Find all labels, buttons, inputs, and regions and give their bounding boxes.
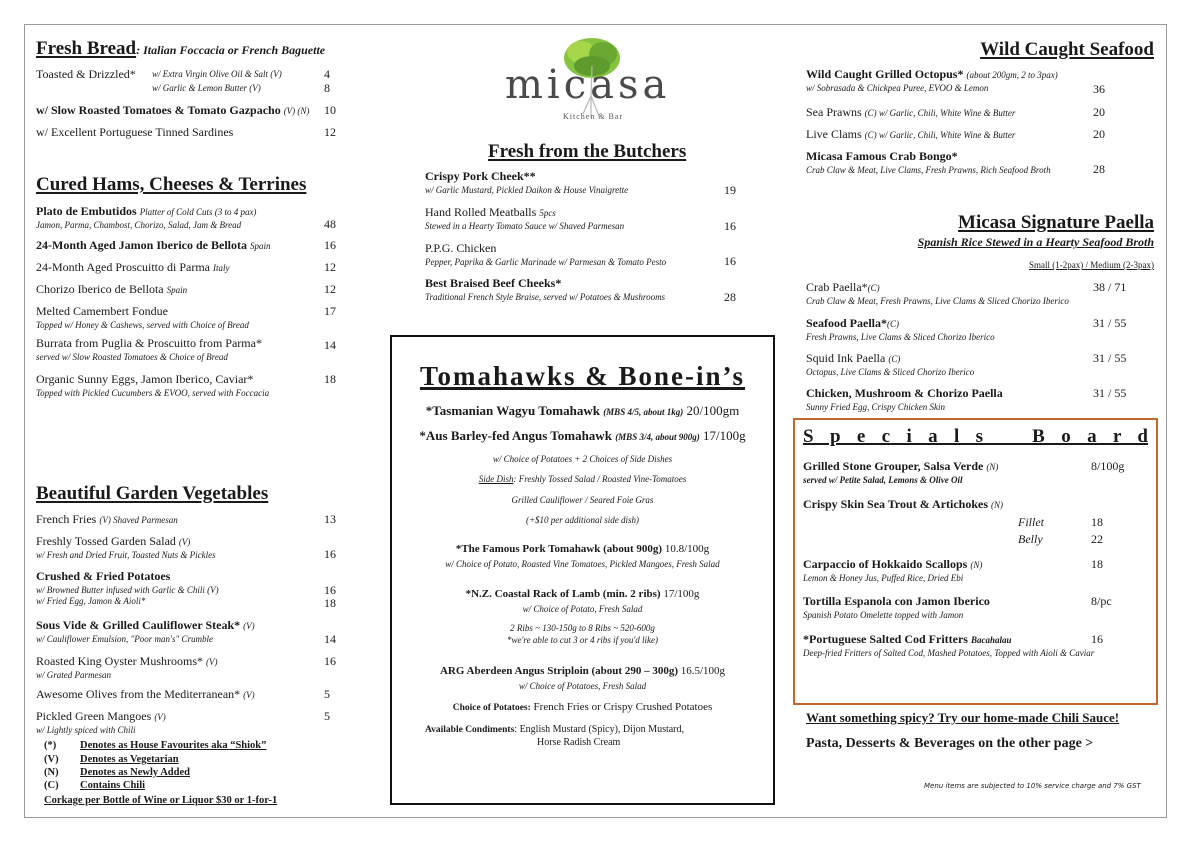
item-price: 16 (724, 219, 736, 233)
item-price: 12 (324, 125, 336, 139)
item-desc: w/ Lightly spiced with Chili (36, 725, 136, 735)
legend-chili (44, 780, 145, 791)
seafood-heading: Wild Caught Seafood (980, 39, 1154, 60)
item-name: ARG Aberdeen Angus Striploin (about 290 – 300g) (439, 665, 678, 677)
legend-key: (C) (44, 780, 59, 791)
section-subtitle: : Italian Foccacia or French Baguette (136, 43, 326, 57)
item-name: Melted Camembert Fondue (36, 304, 168, 318)
item-desc: w/ Choice of Potato, Roasted Vine Tomatoes, Pickled Mangoes, Fresh Salad (445, 559, 720, 569)
item-tag: (V) (154, 712, 166, 722)
other-page-link[interactable]: Pasta, Desserts & Beverages on the other page > (806, 736, 1094, 751)
item-price: 16 (724, 254, 736, 268)
item-price: 19 (724, 183, 736, 197)
item-price: 16 (324, 238, 336, 252)
item-desc: Pepper, Paprika & Garlic Marinade w/ Parmesan & Tomato Pesto (425, 257, 667, 267)
item-name: Live Clams (806, 127, 862, 141)
item-name: Grilled Stone Grouper, Salsa Verde (803, 459, 984, 473)
item-option (152, 69, 282, 79)
item-desc: Lemon & Honey Jus, Puffed Rice, Dried Ebi (803, 573, 964, 583)
paella-sizes: Small (1-2pax) / Medium (2-3pax) (1029, 260, 1154, 270)
item-desc: Topped with Pickled Cucumbers & EVOO, served with Foccacia (36, 388, 270, 398)
item-name: Crispy Skin Sea Trout & Artichokes (803, 497, 989, 511)
corkage-note: Corkage per Bottle of Wine or Liquor $30 or 1-for-1 (44, 795, 278, 806)
item-tag: (C) (887, 319, 899, 329)
legend-label: Denotes as Vegetarian (80, 754, 179, 765)
pork-item (392, 543, 773, 555)
item-desc: Spanish Potato Omelette topped with Jamon (803, 610, 964, 620)
legend-label: Denotes as House Favourites aka “Shiok” (80, 740, 267, 751)
item-desc: Traditional French Style Braise, served w/ Potatoes & Mushrooms (425, 292, 666, 302)
item-price: 5 (324, 709, 330, 723)
item-desc: served w/ Petite Salad, Lemons & Olive Oil (803, 475, 963, 485)
item-tag: Platter of Cold Cuts (3 to 4 pax) (139, 207, 257, 217)
condiments-line (425, 724, 684, 735)
item-name: Tortilla Espanola con Jamon Iberico (803, 594, 990, 608)
item-price: 16 (324, 547, 336, 561)
item-name: Plato de Embutidos (36, 204, 137, 218)
chili-sauce-note: Want something spicy? Try our home-made Chili Sauce! (806, 710, 1120, 725)
item-name: Carpaccio of Hokkaido Scallops (803, 557, 968, 571)
item-name: Seafood Paella* (806, 316, 887, 330)
item-price: 16 (324, 654, 336, 668)
menu-item (36, 534, 216, 560)
menu-item (36, 654, 218, 680)
item-price: 16 (324, 583, 336, 597)
lamb-note: *we're able to cut 3 or 4 ribs if you'd like) (507, 635, 658, 645)
item-price: 28 (724, 290, 736, 304)
item-name: Freshly Tossed Garden Salad (36, 534, 176, 548)
item-name: Roasted King Oyster Mushrooms* (36, 654, 203, 668)
item-tag: (C) (867, 283, 880, 293)
item-price: 12 (324, 260, 336, 274)
menu-item (806, 280, 1069, 306)
menu-item (36, 238, 271, 253)
item-desc: Crab Claw & Meat, Fresh Prawns, Live Clams & Sliced Chorizo Iberico (806, 296, 1069, 306)
item-name: Micasa Famous Crab Bongo* (806, 149, 958, 163)
paella-heading: Micasa Signature Paella (958, 212, 1154, 233)
lamb-note: 2 Ribs ~ 130-150g to 8 Ribs ~ 520-600g (510, 623, 655, 633)
item-name: *The Famous Pork Tomahawk (about 900g) (455, 543, 663, 555)
item-price: 20/100gm (686, 403, 740, 418)
item-desc: w/ Sobrasada & Chickpea Puree, EVOO & Lemon (806, 83, 989, 93)
logo (505, 36, 690, 126)
item-name: w/ Excellent Portuguese Tinned Sardines (36, 125, 234, 139)
item-name: Organic Sunny Eggs, Jamon Iberico, Caviar* (36, 372, 254, 386)
item-tag: (N) (991, 500, 1004, 510)
striploin-item (392, 665, 773, 677)
item-option (152, 83, 261, 93)
item-name: 24-Month Aged Jamon Iberico de Bellota (36, 238, 247, 252)
item-tag: (N) (986, 462, 999, 472)
item-tag: (V) (243, 690, 255, 700)
item-price: 16.5/100g (680, 665, 726, 677)
special-item (803, 497, 1003, 512)
item-price: 31 / 55 (1093, 351, 1127, 365)
fresh-bread-heading (36, 38, 325, 60)
item-name: 24-Month Aged Proscuitto di Parma (36, 260, 210, 274)
menu-item (36, 687, 255, 702)
item-name: Burrata from Puglia & Proscuitto from Parma* (36, 336, 262, 350)
special-item (803, 594, 990, 620)
item-desc: Octopus, Live Clams & Sliced Chorizo Iberico (806, 367, 975, 377)
item-name: *Portuguese Salted Cod Fritters (803, 632, 968, 646)
brand-tagline: Kitchen & Bar (563, 112, 624, 121)
item-tag: (V) Shaved Parmesan (99, 515, 178, 525)
legend-key: (*) (44, 740, 57, 751)
item-desc: w/ Browned Butter infused with Garlic & Chili (V) (36, 585, 219, 595)
menu-item (36, 304, 249, 330)
side-dish-list-2: Grilled Cauliflower / Seared Foie Gras (511, 495, 654, 505)
menu-item (36, 618, 255, 644)
tomahawks-heading: Tomahawks & Bone-in’s (419, 361, 746, 391)
item-price: 31 / 55 (1093, 386, 1127, 400)
lamb-item (392, 588, 773, 600)
item-tag: (V) (243, 621, 255, 631)
item-desc: Stewed in a Hearty Tomato Sauce w/ Shaved Parmesan (425, 221, 625, 231)
item-tag: (C) (888, 354, 901, 364)
item-tag: (V) (206, 657, 218, 667)
butchers-heading: Fresh from the Butchers (488, 141, 687, 162)
item-price: 16 (1091, 632, 1103, 646)
item-price: 17 (324, 304, 336, 318)
item-name: Best Braised Beef Cheeks* (425, 276, 562, 290)
item-name: Crushed & Fried Potatoes (36, 569, 171, 583)
item-price: 18 (324, 372, 336, 386)
item-tag: Bacahalau (970, 635, 1012, 645)
option-label: Fillet (1018, 515, 1044, 529)
item-price: 31 / 55 (1093, 316, 1127, 330)
legend-key: (N) (44, 767, 59, 778)
item-price: 10 (324, 103, 336, 117)
condiments-value: Horse Radish Cream (537, 737, 621, 748)
item-price: 18 (1091, 515, 1103, 529)
side-dish-extra: (+$10 per additional side dish) (525, 515, 640, 525)
item-name: Awesome Olives from the Mediterranean* (36, 687, 241, 701)
menu-item (36, 512, 178, 527)
option-label: Belly (1018, 532, 1043, 546)
angus-item (392, 428, 773, 444)
item-name: *Tasmanian Wagyu Tomahawk (425, 403, 600, 418)
item-name: Chicken, Mushroom & Chorizo Paella (806, 386, 1003, 400)
menu-item (425, 169, 628, 195)
item-price: 18 (1091, 557, 1103, 571)
item-price: 4 (324, 67, 330, 81)
item-name: Sous Vide & Grilled Cauliflower Steak* (36, 618, 241, 632)
wagyu-item (392, 403, 773, 419)
item-price: 18 (324, 596, 336, 610)
legend-new (44, 767, 190, 778)
item-tag: (MBS 4/5, about 1kg) (603, 407, 684, 417)
side-dish-label: Side Dish (478, 474, 514, 484)
item-desc: Topped w/ Honey & Cashews, served with Choice of Bread (36, 320, 249, 330)
menu-item (806, 149, 1051, 175)
item-price: 14 (324, 338, 336, 352)
menu-item (36, 67, 136, 82)
menu-item (36, 103, 309, 118)
item-desc: Crab Claw & Meat, Live Clams, Fresh Prawns, Rich Seafood Broth (806, 165, 1051, 175)
item-desc: w/ Grated Parmesan (36, 670, 111, 680)
item-name: w/ Slow Roasted Tomatoes & Tomato Gazpacho (36, 103, 281, 117)
special-item (803, 557, 982, 583)
condiments-label: Available Condiments (425, 725, 515, 735)
cured-heading: Cured Hams, Cheeses & Terrines (36, 174, 307, 195)
menu-item (36, 336, 262, 362)
item-price: 14 (324, 632, 336, 646)
item-tag: (N) (970, 560, 983, 570)
menu-item (36, 204, 256, 230)
item-desc: Deep-fried Fritters of Salted Cod, Mashed Potatoes, Topped with Aioli & Caviar (803, 648, 1095, 658)
specials-heading: S p e c i a l s B o a r d (803, 426, 1148, 447)
item-desc: w/ Garlic & Lemon Butter (V) (152, 83, 261, 93)
item-name: Wild Caught Grilled Octopus* (806, 67, 964, 81)
garden-heading: Beautiful Garden Vegetables (36, 483, 269, 504)
item-name: Pickled Green Mangoes (36, 709, 152, 723)
menu-item (425, 276, 665, 302)
item-tag: Italy (213, 263, 230, 273)
item-price: 20 (1093, 105, 1105, 119)
item-price: 10.8/100g (664, 543, 710, 555)
item-name: Chorizo Iberico de Bellota (36, 282, 164, 296)
item-name: *Aus Barley-fed Angus Tomahawk (419, 428, 612, 443)
menu-item (425, 205, 624, 231)
menu-item (36, 260, 230, 275)
item-desc: Fresh Prawns, Live Clams & Sliced Chorizo Iberico (806, 332, 995, 342)
tomahawk-choice-note: w/ Choice of Potatoes + 2 Choices of Side Dishes (492, 454, 673, 464)
menu-item (36, 569, 219, 606)
item-desc: w/ Extra Virgin Olive Oil & Salt (V) (152, 69, 282, 79)
item-name: Hand Rolled Meatballs (425, 205, 537, 219)
item-price: 48 (324, 217, 336, 231)
legend-label: Denotes as Newly Added (80, 767, 190, 778)
service-charge-note: Menu items are subjected to 10% service charge and 7% GST (924, 782, 1141, 790)
item-name: Toasted & Drizzled* (36, 67, 136, 81)
item-price: 17/100g (702, 428, 746, 443)
section-title: Fresh Bread (36, 38, 137, 59)
legend-vegetarian (44, 754, 179, 765)
special-item (803, 632, 1094, 658)
item-desc: w/ Fried Egg, Jamon & Aioli* (36, 596, 146, 606)
item-price: 13 (324, 512, 336, 526)
special-item (803, 459, 998, 485)
item-price: 22 (1091, 532, 1103, 546)
item-price: 20 (1093, 127, 1105, 141)
side-dish-list: : Freshly Tossed Salad / Roasted Vine-Tomatoes (513, 474, 687, 484)
item-price: 8/pc (1091, 594, 1112, 608)
menu-item (806, 105, 1015, 120)
item-tag: (about 200gm, 2 to 3pax) (966, 70, 1058, 80)
menu-item (806, 67, 1058, 93)
menu-item (425, 241, 666, 267)
item-price: 8 (324, 81, 330, 95)
item-name: French Fries (36, 512, 97, 526)
specials-board (793, 418, 1158, 705)
item-price: 5 (324, 687, 330, 701)
item-name: Squid Ink Paella (806, 351, 886, 365)
item-tag: Spain (250, 241, 271, 251)
potatoes-label: Choice of Potatoes: (452, 703, 531, 713)
item-price: 8/100g (1091, 459, 1125, 473)
item-name: Crispy Pork Cheek** (425, 169, 536, 183)
brand-name: micasa (505, 62, 671, 108)
legend-house-favourite (44, 740, 266, 751)
side-dish-line (392, 474, 773, 484)
item-desc: w/ Choice of Potatoes, Fresh Salad (518, 681, 647, 691)
legend-key: (V) (44, 754, 59, 765)
item-desc: w/ Garlic Mustard, Pickled Daikon & House Vinaigrette (425, 185, 629, 195)
menu-item (806, 127, 1015, 142)
item-tag: (MBS 3/4, about 900g) (615, 432, 700, 442)
potatoes-value: French Fries or Crispy Crushed Potatoes (530, 701, 713, 713)
item-name: P.P.G. Chicken (425, 241, 497, 255)
item-tag: (V) (N) (283, 106, 310, 116)
menu-item (36, 709, 166, 735)
item-tag: (V) (178, 537, 191, 547)
item-name: Sea Prawns (806, 105, 862, 119)
paella-subtitle: Spanish Rice Stewed in a Hearty Seafood Broth (917, 235, 1154, 249)
tomahawks-box (390, 335, 775, 805)
item-price: 28 (1093, 162, 1105, 176)
menu-item (36, 282, 187, 297)
item-name: Crab Paella* (806, 280, 868, 294)
item-desc: w/ Choice of Potato, Fresh Salad (522, 604, 643, 614)
item-tag: (C) w/ Garlic, Chili, White Wine & Butter (864, 108, 1016, 118)
item-tag: 5pcs (539, 208, 556, 218)
condiments-value: : English Mustard (Spicy), Dijon Mustard, (514, 724, 685, 735)
item-price: 38 / 71 (1093, 280, 1127, 294)
item-price: 36 (1093, 82, 1105, 96)
item-name: *N.Z. Coastal Rack of Lamb (min. 2 ribs) (465, 588, 661, 600)
item-desc: w/ Fresh and Dried Fruit, Toasted Nuts & Pickles (36, 550, 216, 560)
menu-item (806, 351, 974, 377)
menu-item (36, 125, 233, 140)
item-desc: Sunny Fried Egg, Crispy Chicken Skin (806, 402, 945, 412)
item-tag: (C) w/ Garlic, Chili, White Wine & Butter (864, 130, 1016, 140)
legend-label: Contains Chili (80, 780, 146, 791)
item-price: 12 (324, 282, 336, 296)
item-price: 17/100g (663, 588, 700, 600)
item-desc: Jamon, Parma, Chambost, Chorizo, Salad, Jam & Bread (36, 220, 242, 230)
menu-item (36, 372, 269, 398)
menu-item (806, 386, 1003, 412)
potatoes-line (392, 701, 773, 713)
item-tag: Spain (166, 285, 188, 295)
item-desc: w/ Cauliflower Emulsion, "Poor man's" Crumble (36, 634, 213, 644)
menu-item (806, 316, 995, 342)
item-desc: served w/ Slow Roasted Tomatoes & Choice of Bread (36, 352, 228, 362)
